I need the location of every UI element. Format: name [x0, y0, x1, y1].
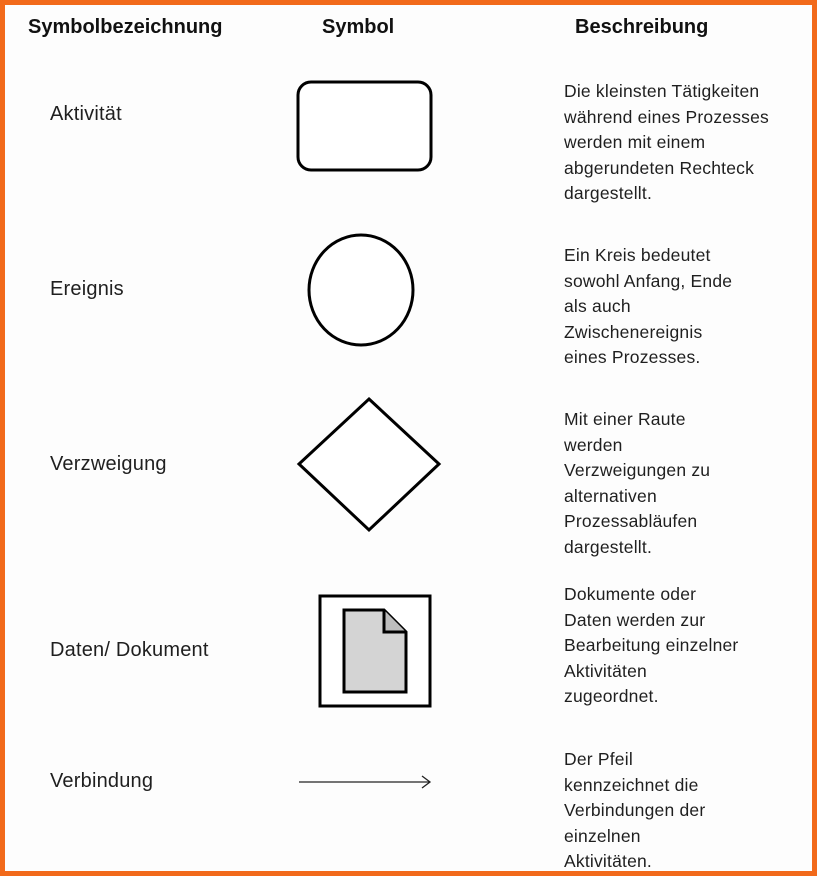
description-line: einzelnen — [564, 825, 641, 846]
description-line: Verzweigungen zu — [564, 460, 711, 481]
row-description-data-document — [564, 582, 799, 710]
description-line: Die kleinsten Tätigkeiten — [564, 81, 760, 101]
description-line: alternativen — [564, 485, 657, 506]
header-symbol-name: Symbolbezeichnung — [28, 16, 223, 38]
description-line: dargestellt. — [564, 536, 653, 557]
row-description-connection — [564, 747, 799, 875]
description-line: Dokumente oder — [564, 584, 697, 604]
header-symbol: Symbol — [322, 16, 395, 38]
description-line: kennzeichnet die — [564, 774, 699, 795]
diamond-icon — [296, 396, 442, 534]
description-line: als auch — [564, 296, 631, 317]
description-line: werden — [564, 434, 623, 455]
row-description-branch — [564, 407, 799, 561]
description-line: abgerundeten Rechteck — [564, 157, 755, 178]
description-line: Mit einer Raute — [564, 409, 686, 429]
description-line: Bearbeitung einzelner — [564, 635, 739, 656]
description-line: werden mit einem — [564, 132, 706, 153]
row-description-event — [564, 243, 799, 371]
description-line: dargestellt. — [564, 183, 653, 204]
description-line: sowohl Anfang, Ende — [564, 270, 733, 291]
header-description: Beschreibung — [575, 16, 709, 38]
description-line: Der Pfeil — [564, 749, 633, 769]
description-line: Aktivitäten. — [564, 851, 652, 872]
row-name-branch: Verzweigung — [50, 453, 167, 475]
description-line: Verbindungen der — [564, 800, 706, 821]
description-line: Prozessabläufen — [564, 511, 698, 532]
description-line: zugeordnet. — [564, 686, 659, 707]
rounded-rectangle-icon — [296, 80, 434, 173]
arrow-icon — [296, 774, 436, 792]
row-name-connection: Verbindung — [50, 770, 154, 792]
row-name-data-document: Daten/ Dokument — [50, 639, 209, 661]
description-line: Daten werden zur — [564, 609, 706, 630]
description-line: Aktivitäten — [564, 660, 647, 681]
description-line: eines Prozesses. — [564, 347, 701, 368]
row-description-activity — [564, 79, 799, 207]
description-line: Zwischenereignis — [564, 321, 703, 342]
row-name-event: Ereignis — [50, 278, 124, 300]
row-name-activity: Aktivität — [50, 103, 122, 125]
description-line: Ein Kreis bedeutet — [564, 245, 711, 265]
document-icon — [318, 594, 433, 709]
description-line: während eines Prozesses — [564, 106, 769, 127]
circle-icon — [306, 232, 418, 348]
